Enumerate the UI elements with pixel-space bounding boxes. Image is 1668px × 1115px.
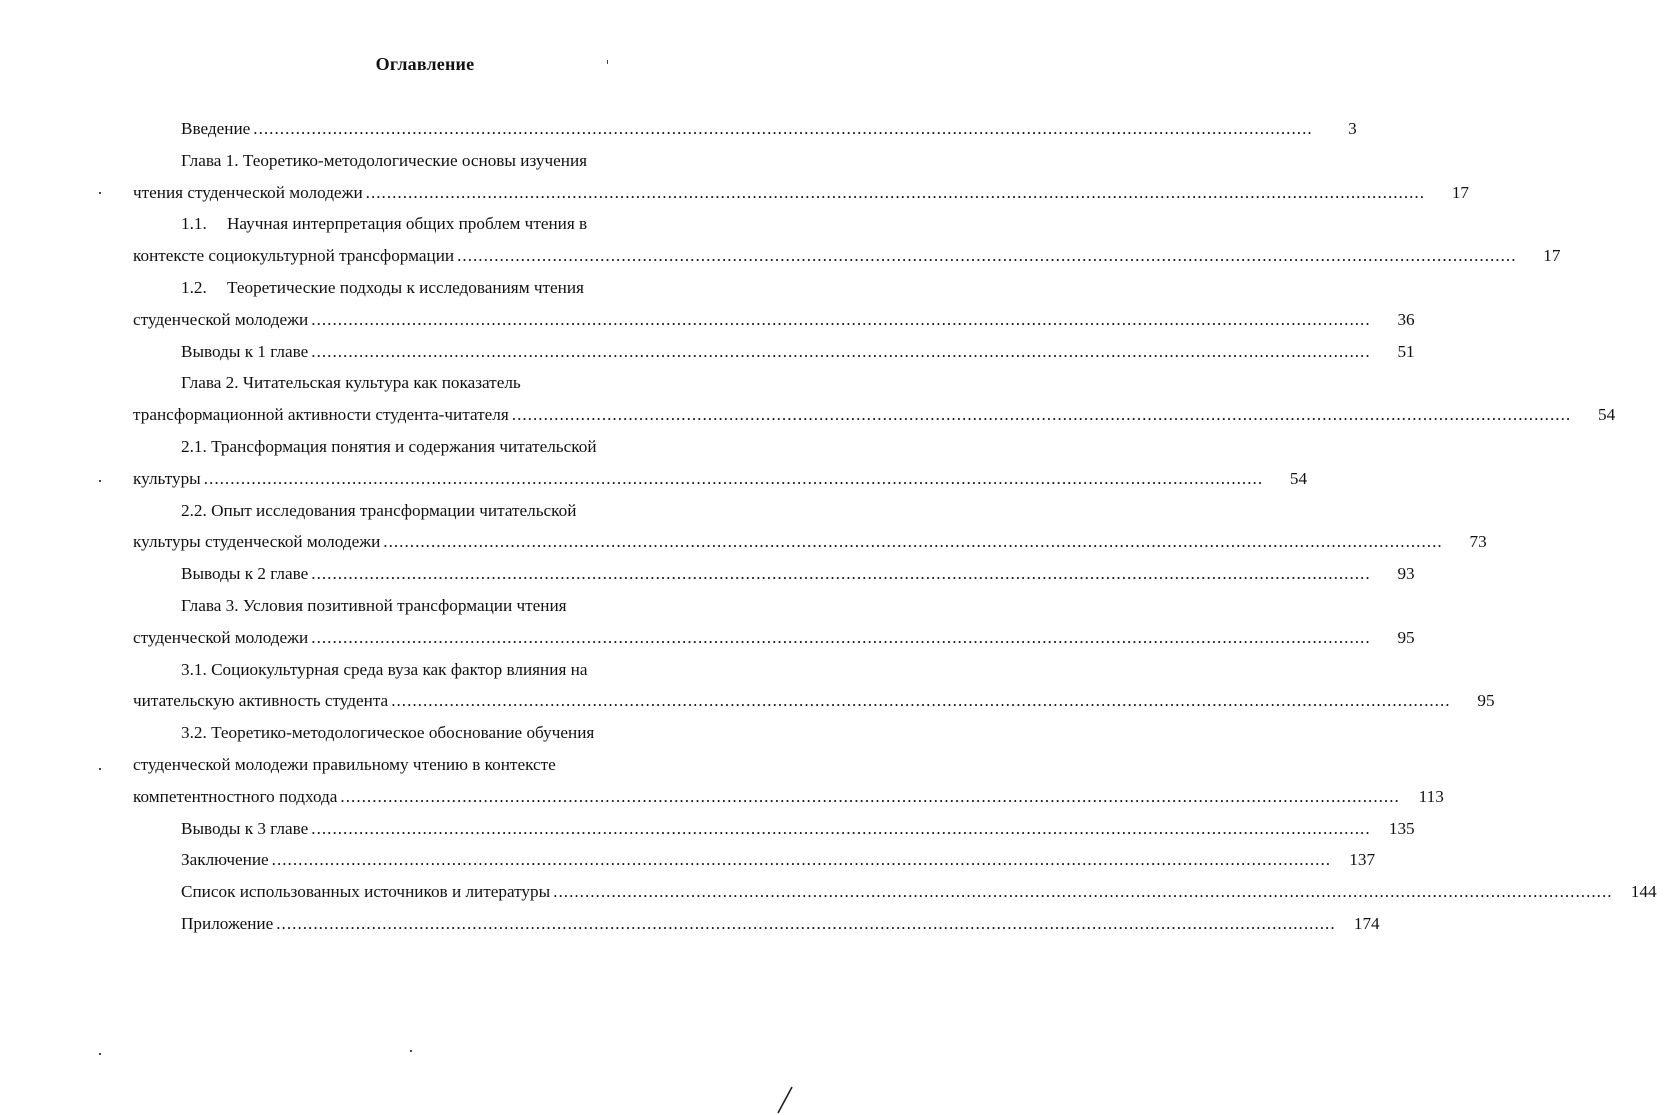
toc-entry-title: Научная интерпретация общих проблем чтения в <box>227 214 588 234</box>
toc-entry-title: Заключение <box>181 850 269 870</box>
toc-page-number: 95 <box>1477 691 1495 711</box>
toc-entry-chapter-3-line-2 <box>133 622 1415 654</box>
toc-entry-introduction <box>133 113 1357 145</box>
toc-entry-title: Выводы к 1 главе <box>181 341 309 361</box>
toc-entry-references <box>133 876 1657 908</box>
toc-entry-title-continuation: культуры студенческой молодежи <box>133 532 381 552</box>
toc-entry-title: Выводы к 3 главе <box>181 818 309 838</box>
toc-entry-section-3-1-line-1 <box>133 654 723 686</box>
toc-entry-title-continuation: читательскую активность студента <box>133 691 389 711</box>
dot-leader: ........................................................................................................................................................................................................ <box>553 882 1613 902</box>
toc-entry-chapter-2-line-1 <box>133 367 723 399</box>
toc-entry-title-continuation: студенческой молодежи <box>133 627 309 647</box>
section-number: 1.2. <box>181 277 207 297</box>
toc-entry-chapter-1-line-1 <box>133 145 723 177</box>
toc-entry-title-continuation: чтения студенческой молодежи <box>133 182 363 202</box>
toc-entry-title: 3.2. Теоретико-методологическое обоснование обучения <box>181 723 595 743</box>
dot-leader: ........................................................................................................................................................................................................ <box>340 786 1400 806</box>
toc-page-number: 54 <box>1597 405 1616 425</box>
toc-page-number: 36 <box>1397 309 1415 329</box>
toc-entry-title-continuation: контексте социокультурной трансформации <box>133 246 455 266</box>
toc-page-number: 144 <box>1630 882 1657 902</box>
toc-page-number: 73 <box>1469 532 1487 552</box>
scan-speck <box>607 60 608 64</box>
toc-entry-section-2-2-line-1 <box>133 495 723 527</box>
scan-speck <box>99 192 101 194</box>
dot-leader: ........................................................................................................................................................................................................ <box>276 913 1336 933</box>
toc-entry-title: Глава 1. Теоретико-методологические основы изучения <box>181 150 588 170</box>
toc-entry-section-2-1-line-1 <box>133 431 723 463</box>
toc-page-number: 174 <box>1353 913 1380 933</box>
toc-entry-chapter-3-line-1 <box>133 590 723 622</box>
toc-entry-title: Список использованных источников и литературы <box>181 882 551 902</box>
toc-entry-section-3-1-line-2 <box>133 685 1495 717</box>
dot-leader: ........................................................................................................................................................................................................ <box>271 850 1332 870</box>
toc-entry-section-2-2-line-2 <box>133 526 1487 558</box>
scan-speck <box>410 1050 412 1052</box>
toc-entry-appendix <box>133 908 1380 940</box>
scan-speck <box>99 480 101 482</box>
toc-entry-title: Выводы к 2 главе <box>181 564 309 584</box>
toc-page-number: 137 <box>1349 850 1376 870</box>
toc-entry-conclusions-1 <box>133 336 1415 368</box>
toc-entry-section-1-1-line-2 <box>133 240 1561 272</box>
toc-entry-title: Приложение <box>181 913 274 933</box>
toc-entry-title-continuation: компетентностного подхода <box>133 786 338 806</box>
toc-entry-chapter-1-line-2 <box>133 177 1470 209</box>
toc-entry-title: 2.2. Опыт исследования трансформации читательской <box>181 500 577 520</box>
dot-leader: ........................................................................................................................................................................................................ <box>511 405 1572 425</box>
toc-entry-section-3-2-line-2 <box>133 749 723 781</box>
toc-entry-title: Введение <box>181 119 251 138</box>
dot-leader: ........................................................................................................................................................................................................ <box>383 532 1443 552</box>
toc-entry-section-2-1-line-2 <box>133 463 1308 495</box>
dot-leader: ........................................................................................................................................................................................................ <box>457 246 1517 266</box>
toc-entry-title-continuation: студенческой молодежи правильному чтению в контексте <box>133 754 556 774</box>
toc-entry-section-1-1-line-1 <box>133 208 723 240</box>
scan-speck <box>99 768 101 770</box>
toc-page-number: 51 <box>1397 341 1415 361</box>
toc-entry-title-continuation: трансформационной активности студента-читателя <box>133 405 509 425</box>
toc-entry-section-1-2-line-1 <box>133 272 723 304</box>
toc-page-number: 93 <box>1397 564 1415 584</box>
toc-entry-title: 2.1. Трансформация понятия и содержания читательской <box>181 436 597 456</box>
scan-speck <box>99 1053 101 1055</box>
toc-entry-chapter-2-line-2 <box>133 399 1616 431</box>
dot-leader: ........................................................................................................................................................................................................ <box>391 691 1451 711</box>
dot-leader: ........................................................................................................................................................................................................ <box>203 468 1264 488</box>
dot-leader: ........................................................................................................................................................................................................ <box>253 119 1313 138</box>
toc-page-number: 17 <box>1451 182 1470 202</box>
dot-leader: ........................................................................................................................................................................................................ <box>311 818 1371 838</box>
toc-page-number: 135 <box>1388 818 1415 838</box>
toc-entry-title-continuation: культуры <box>133 468 201 488</box>
toc-entry-title: Теоретические подходы к исследованиям чтения <box>227 277 584 297</box>
toc-page-number: 17 <box>1543 246 1561 266</box>
toc-entry-title-continuation: студенческой молодежи <box>133 309 309 329</box>
toc-entry-section-1-2-line-2 <box>133 304 1415 336</box>
page-title: Оглавление <box>375 54 475 74</box>
toc-entry-section-3-2-line-3 <box>133 781 1444 813</box>
section-number: 1.1. <box>181 214 207 234</box>
toc-page-number: 113 <box>1418 786 1444 806</box>
toc-entry-conclusions-2 <box>133 558 1415 590</box>
scan-corner-stroke <box>774 1085 794 1115</box>
toc-entry-title: Глава 3. Условия позитивной трансформации чтения <box>181 595 567 615</box>
toc-page-number: 3 <box>1348 119 1357 138</box>
table-of-contents <box>133 113 1657 940</box>
dot-leader: ........................................................................................................................................................................................................ <box>365 182 1426 202</box>
dot-leader: ........................................................................................................................................................................................................ <box>311 309 1371 329</box>
dot-leader: ........................................................................................................................................................................................................ <box>311 341 1371 361</box>
dot-leader: ........................................................................................................................................................................................................ <box>311 627 1371 647</box>
toc-entry-section-3-2-line-1 <box>133 717 723 749</box>
toc-entry-conclusions-3 <box>133 813 1415 845</box>
toc-entry-conclusion <box>133 844 1376 876</box>
toc-page-number: 95 <box>1397 627 1415 647</box>
toc-page-number: 54 <box>1289 468 1308 488</box>
toc-entry-title: Глава 2. Читательская культура как показатель <box>181 373 521 393</box>
dot-leader: ........................................................................................................................................................................................................ <box>311 564 1371 584</box>
toc-entry-title: 3.1. Социокультурная среда вуза как фактор влияния на <box>181 659 588 679</box>
